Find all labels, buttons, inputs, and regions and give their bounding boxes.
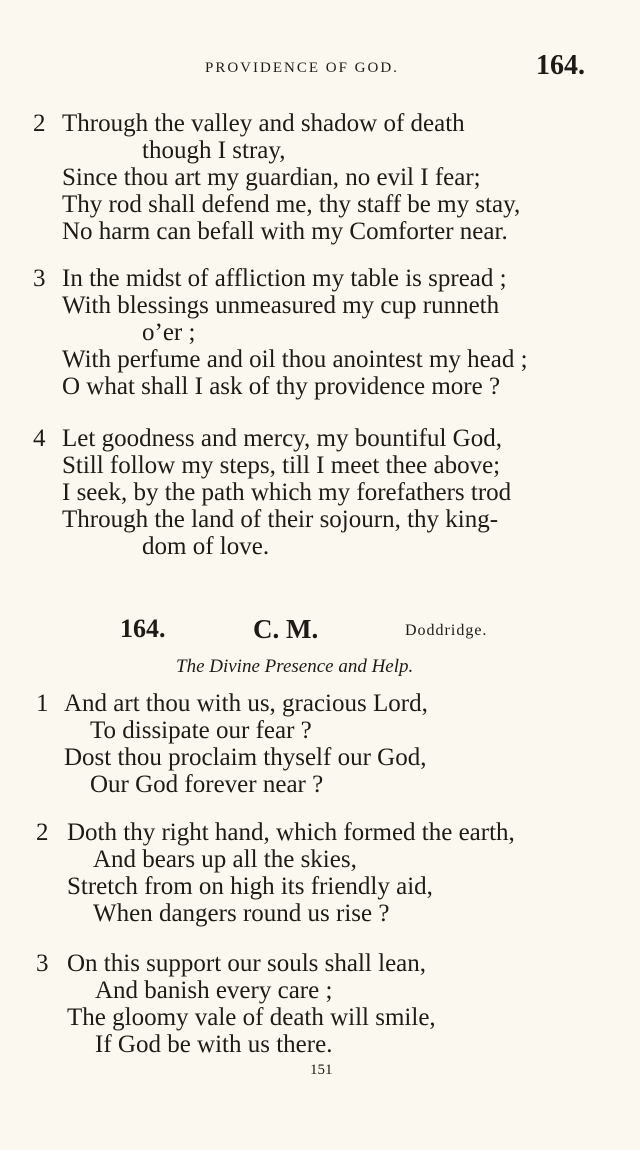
verse-line: though I stray, xyxy=(142,137,286,164)
page-number: 151 xyxy=(310,1062,333,1078)
stanza-number: 2 xyxy=(36,819,49,846)
hymn-author: Doddridge. xyxy=(405,622,488,639)
hymn-title: The Divine Presence and Help. xyxy=(176,656,414,677)
verse-line: On this support our souls shall lean, xyxy=(67,950,427,977)
hymn-number: 164. xyxy=(120,614,166,643)
verse-line: Still follow my steps, till I meet thee above; xyxy=(62,452,501,479)
stanza-number: 1 xyxy=(36,690,49,717)
verse-line: The gloomy vale of death will smile, xyxy=(67,1004,436,1031)
verse-line: With blessings unmeasured my cup runneth xyxy=(62,292,500,319)
stanza-number: 4 xyxy=(33,425,46,452)
verse-line: Thy rod shall defend me, thy staff be my stay, xyxy=(62,191,521,218)
verse-line: I seek, by the path which my forefathers trod xyxy=(62,479,512,506)
verse-line: If God be with us there. xyxy=(95,1031,333,1058)
verse-line: Doth thy right hand, which formed the earth, xyxy=(67,819,515,846)
verse-line: In the midst of affliction my table is spread ; xyxy=(62,265,507,292)
verse-line: Stretch from on high its friendly aid, xyxy=(67,873,433,900)
verse-line: And art thou with us, gracious Lord, xyxy=(64,690,428,717)
verse-line: To dissipate our fear ? xyxy=(90,717,312,744)
verse-line: Through the valley and shadow of death xyxy=(62,110,465,137)
verse-line: With perfume and oil thou anointest my head ; xyxy=(62,346,528,373)
stanza-number: 3 xyxy=(33,265,46,292)
hymn-meter: C. M. xyxy=(253,614,319,644)
running-title: PROVIDENCE OF GOD. xyxy=(205,60,399,76)
verse-line: dom of love. xyxy=(142,533,270,560)
verse-line: Dost thou proclaim thyself our God, xyxy=(64,744,427,771)
verse-line: And bears up all the skies, xyxy=(93,846,357,873)
verse-line: No harm can befall with my Comforter near. xyxy=(62,218,508,245)
hymn-heading xyxy=(0,614,640,650)
verse-line: Through the land of their sojourn, thy king- xyxy=(62,506,499,533)
page-hymn-number: 164. xyxy=(536,50,585,81)
verse-line: Let goodness and mercy, my bountiful God, xyxy=(62,425,502,452)
verse-line: When dangers round us rise ? xyxy=(93,900,390,927)
verse-line: Since thou art my guardian, no evil I fear; xyxy=(62,164,481,191)
stanza-number: 2 xyxy=(33,110,46,137)
stanza-number: 3 xyxy=(36,950,49,977)
verse-line: Our God forever near ? xyxy=(90,771,324,798)
verse-line: And banish every care ; xyxy=(95,977,333,1004)
verse-line: o’er ; xyxy=(142,319,196,346)
verse-line: O what shall I ask of thy providence more ? xyxy=(62,373,501,400)
